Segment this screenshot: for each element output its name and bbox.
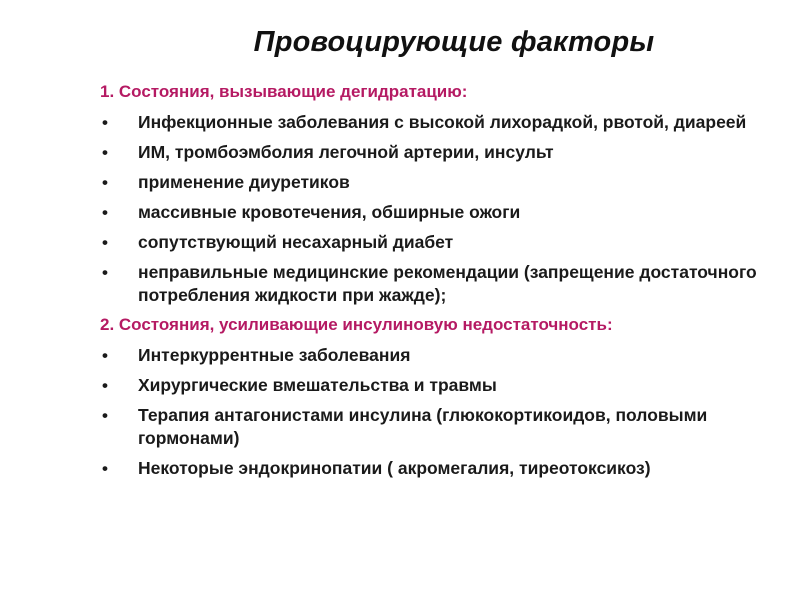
list-item-text: Терапия антагонистами инсулина (глюкокортикоидов, половыми гормонами) xyxy=(138,405,708,448)
list-item xyxy=(96,344,796,367)
list-item-text: Некоторые эндокринопатии ( акромегалия, тиреотоксикоз) xyxy=(138,458,651,478)
slide-content xyxy=(96,82,796,488)
list-item xyxy=(96,404,796,450)
bullet-icon: • xyxy=(102,233,108,252)
list-item xyxy=(96,231,796,254)
section-heading-dehydration: 1. Состояния, вызывающие дегидратацию: xyxy=(100,82,468,101)
bullet-icon: • xyxy=(102,459,108,478)
list-item xyxy=(96,171,796,194)
list-item xyxy=(96,201,796,224)
bullet-icon: • xyxy=(102,406,108,425)
list-item xyxy=(96,111,796,134)
slide-title: Провоцирующие факторы xyxy=(253,26,655,58)
list-item-text: неправильные медицинские рекомендации (запрещение достаточного потребления жидкости при жажде); xyxy=(138,262,757,305)
bullet-icon: • xyxy=(102,113,108,132)
list-item-text: Инфекционные заболевания с высокой лихорадкой, рвотой, диареей xyxy=(138,112,747,132)
bullet-icon: • xyxy=(102,173,108,192)
list-item-text: массивные кровотечения, обширные ожоги xyxy=(138,202,521,222)
list-item-text: сопутствующий несахарный диабет xyxy=(138,232,454,252)
list-item xyxy=(96,374,796,397)
bullet-icon: • xyxy=(102,376,108,395)
list-item-text: применение диуретиков xyxy=(138,172,350,192)
section-heading-insulin-deficiency: 2. Состояния, усиливающие инсулиновую недостаточность: xyxy=(100,315,613,334)
list-dehydration-causes xyxy=(96,111,796,307)
list-item xyxy=(96,457,796,480)
bullet-icon: • xyxy=(102,143,108,162)
list-item-text: ИМ, тромбоэмболия легочной артерии, инсульт xyxy=(138,142,554,162)
list-item-text: Интеркуррентные заболевания xyxy=(138,345,411,365)
list-item-text: Хирургические вмешательства и травмы xyxy=(138,375,497,395)
bullet-icon: • xyxy=(102,203,108,222)
list-item xyxy=(96,261,796,307)
bullet-icon: • xyxy=(102,263,108,282)
list-item xyxy=(96,141,796,164)
list-insulin-deficiency-causes xyxy=(96,344,796,480)
bullet-icon: • xyxy=(102,346,108,365)
